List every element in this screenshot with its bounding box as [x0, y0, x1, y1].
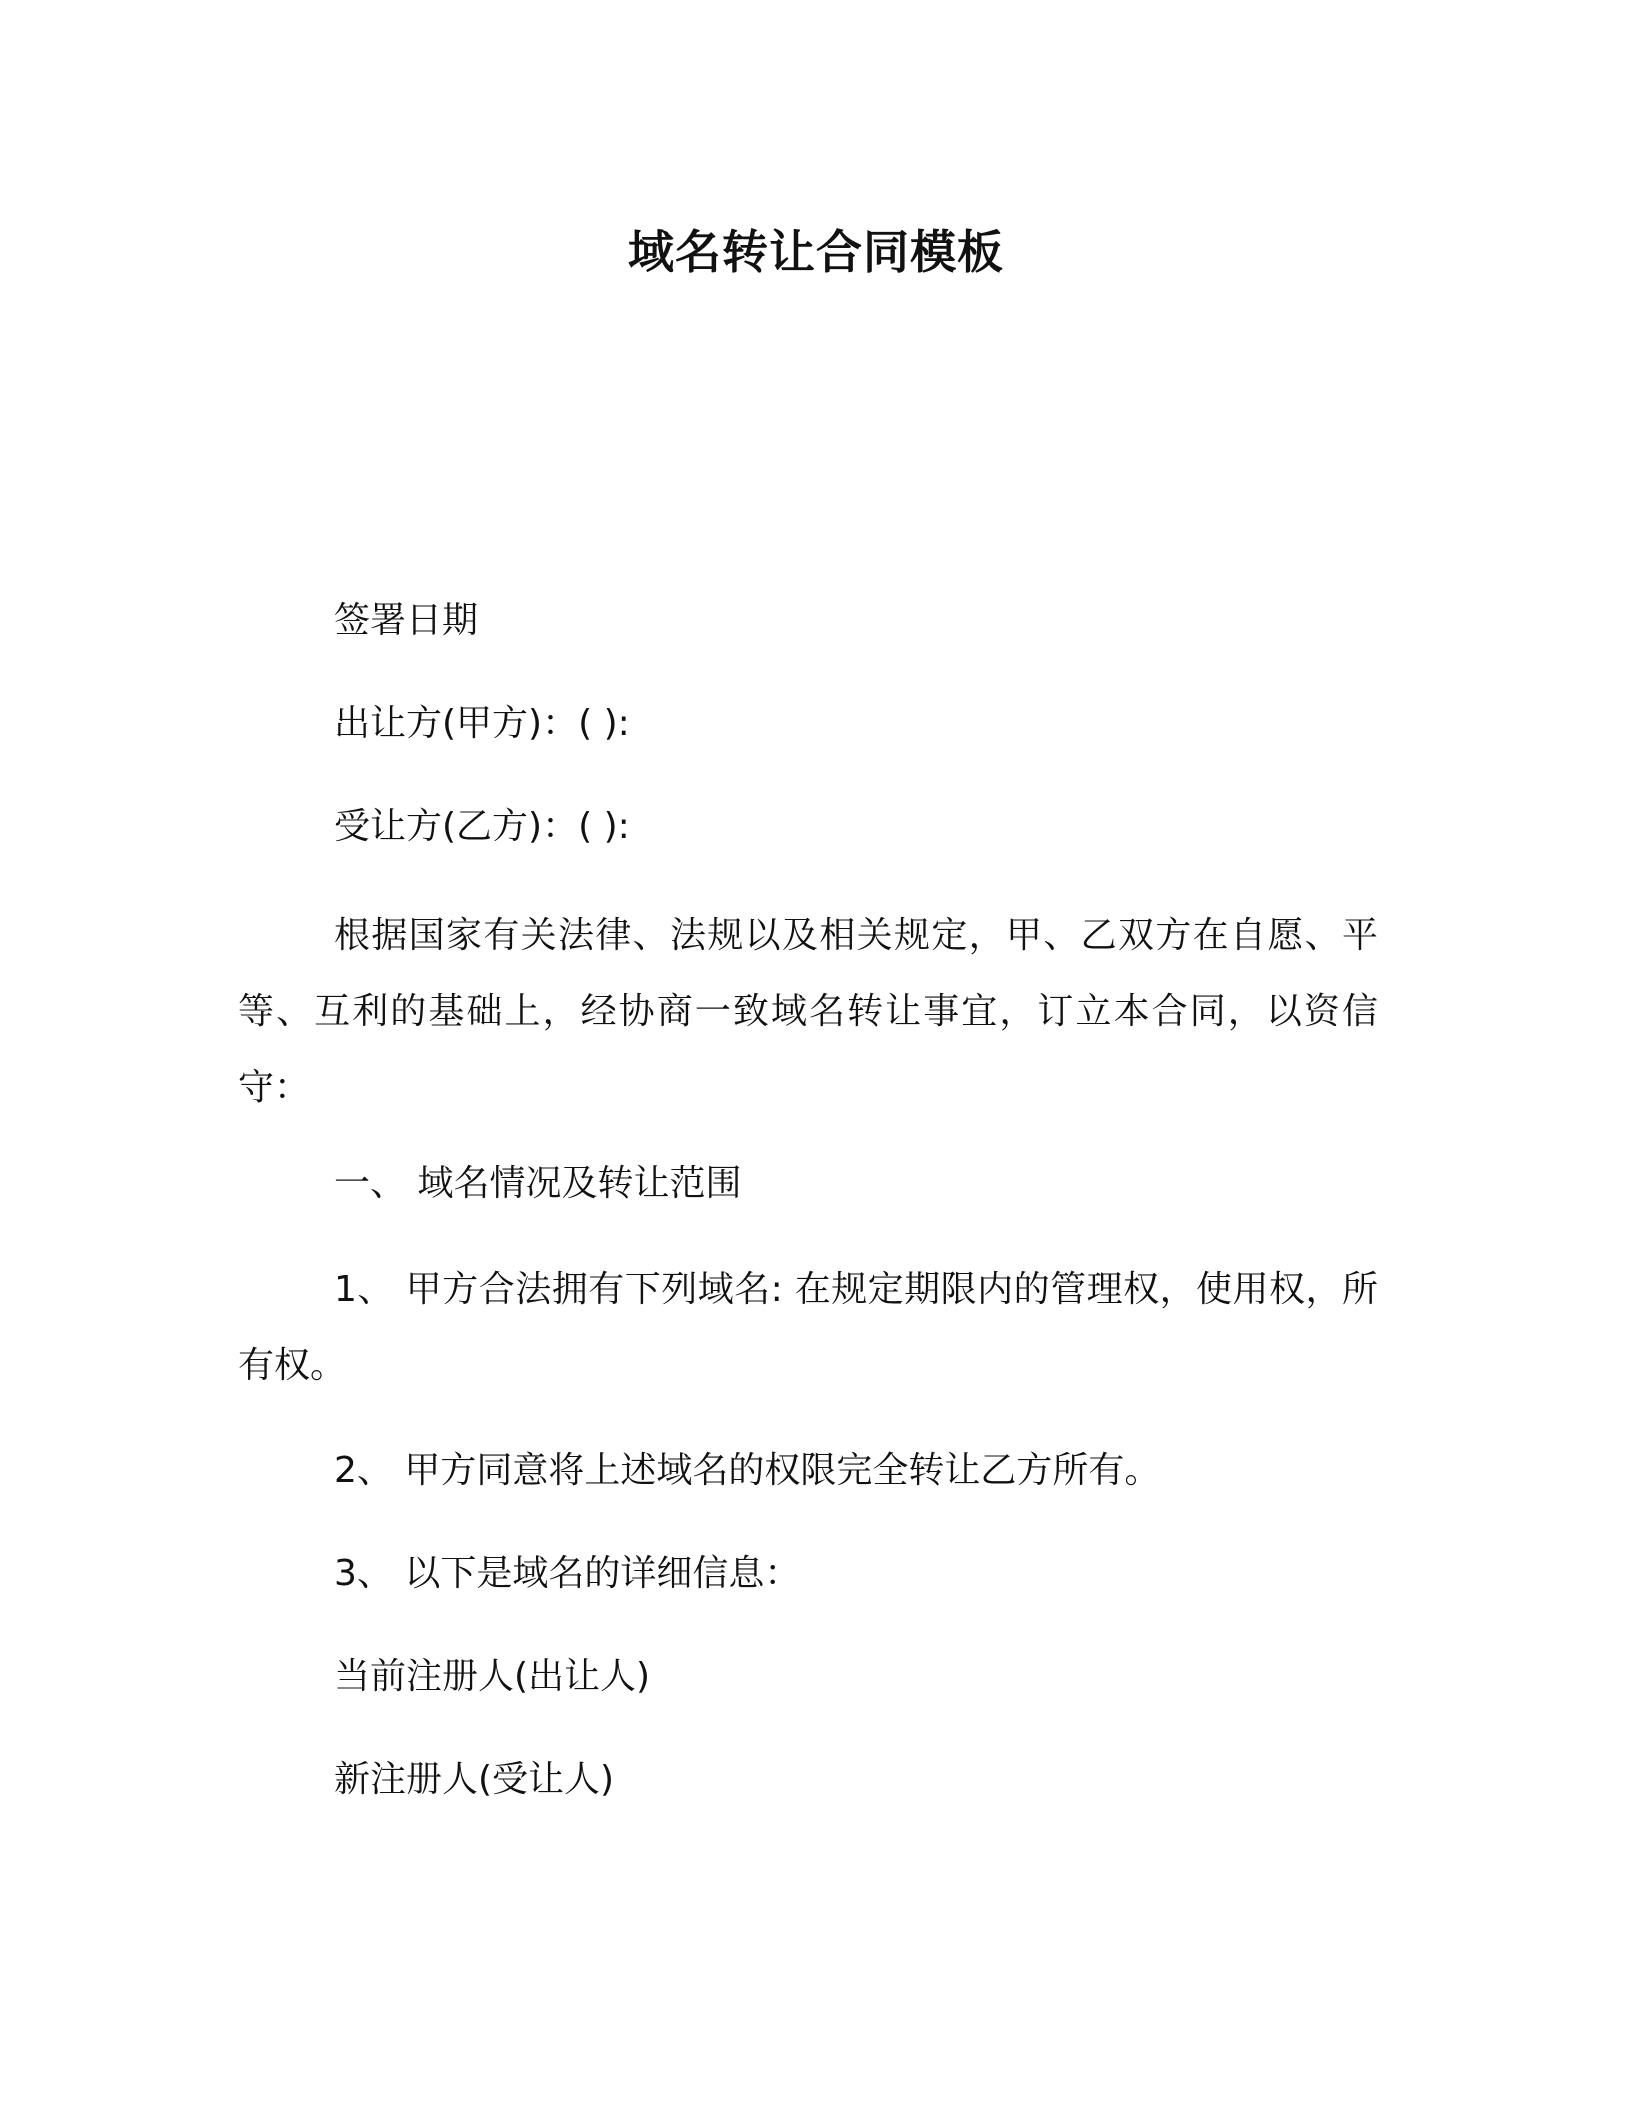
party-a-line: 出让方(甲方)：( ):: [334, 703, 630, 744]
clause-2: 2、 甲方同意将上述域名的权限完全转让乙方所有。: [334, 1450, 1161, 1491]
current-registrant-label: 当前注册人(出让人): [334, 1656, 651, 1697]
intro-paragraph: 根据国家有关法律、法规以及相关规定，甲、乙双方在自愿、平等、互利的基础上，经协商一致域名转让事宜，订立本合同，以资信守：: [238, 915, 1378, 1108]
new-registrant-label: 新注册人(受让人): [334, 1759, 615, 1800]
section-1-heading: 一、 域名情况及转让范围: [334, 1163, 742, 1204]
party-b-line: 受让方(乙方)：( ):: [334, 806, 630, 847]
signing-date-label: 签署日期: [334, 600, 479, 641]
clause-3: 3、 以下是域名的详细信息：: [334, 1553, 801, 1594]
document-title: 域名转让合同模板: [628, 225, 1004, 279]
clause-1: 1、 甲方合法拥有下列域名: 在规定期限内的管理权，使用权，所有权。: [238, 1269, 1378, 1386]
